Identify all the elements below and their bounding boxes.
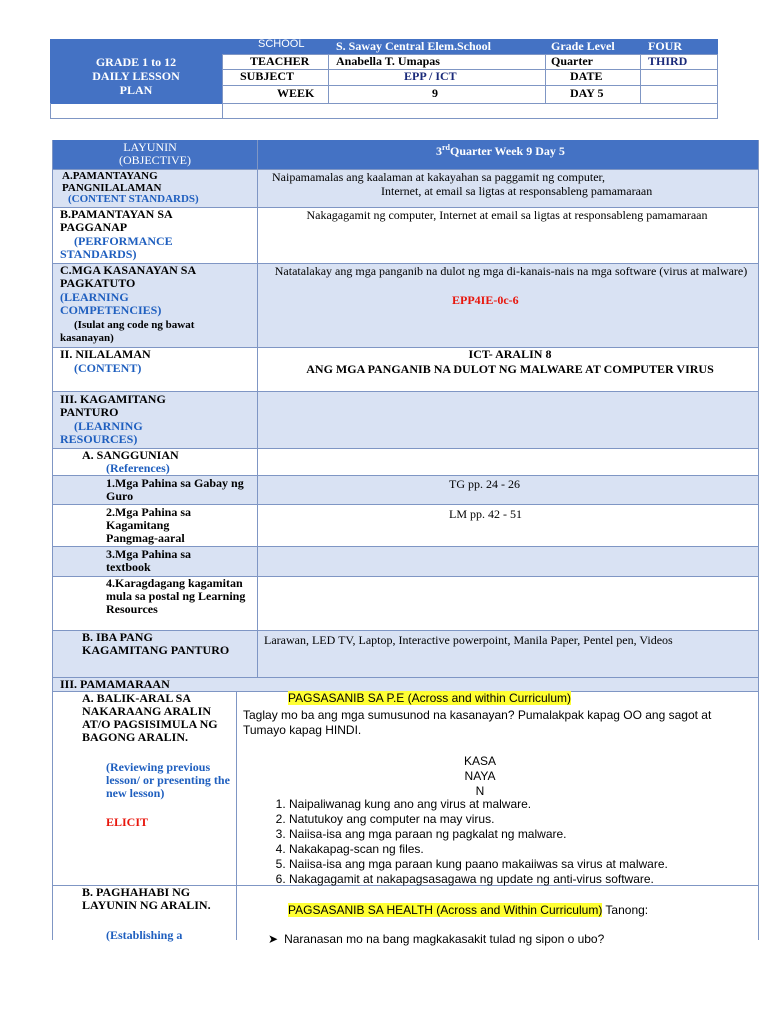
textbook-pages-label: 3.Mga Pahina sa textbook [106, 547, 192, 574]
learning-competencies-label: C.MGA KASANAYAN SA PAGKATUTO [60, 263, 196, 290]
skills-list [243, 797, 743, 887]
content-standards-sub: (CONTENT STANDARDS) [68, 193, 199, 205]
quarter-week-heading [436, 141, 565, 158]
list-item: 1. Naipaliwanag kung ano ang virus at malware. [289, 797, 743, 812]
list-item: 4. Nakakapag-scan ng files. [289, 842, 743, 857]
grade-label: Grade Level [551, 39, 615, 53]
question-text: Naranasan mo na bang magkakasakit tulad ng sipon o ubo? [284, 932, 605, 946]
tg-pages-value: TG pp. 24 - 26 [449, 477, 520, 491]
school-label: SCHOOL [258, 38, 305, 50]
grade-value: FOUR [648, 39, 682, 53]
review-sub: (Reviewing previous lesson/ or presenting the new lesson) [106, 760, 230, 800]
tanong-label: Tanong: [602, 903, 649, 917]
list-item: 3. Naiisa-isa ang mga paraan ng pagkalat ng malware. [289, 827, 743, 842]
quarter-value: THIRD [648, 54, 688, 68]
pe-integration-heading [288, 692, 571, 705]
review-intro: Taglay mo ba ang mga sumusunod na kasanayan? Pumalakpak kapag OO ang sagot at Tumayo kapag HINDI. [243, 708, 712, 737]
subject-label: SUBJECT [240, 69, 295, 83]
school-value: S. Saway Central Elem.School [336, 39, 492, 53]
lesson-title: ICT- ARALIN 8 [468, 347, 552, 361]
lesson-topic: ANG MGA PANGANIB NA DULOT NG MALWARE AT COMPUTER VIRUS [306, 362, 714, 376]
pe-heading-text: PAGSASANIB SA P.E (Across and within Curriculum) [288, 691, 571, 705]
kasa-line-1: KASA [463, 754, 496, 768]
teacher-label: TEACHER [250, 54, 310, 68]
learning-resources-sub: (LEARNING RESOURCES) [60, 419, 143, 446]
competency-code: EPP4IE-0c-6 [452, 293, 519, 307]
purpose-label: B. PAGHAHABI NG LAYUNIN NG ARALIN. [82, 885, 211, 912]
tg-pages-label: 1.Mga Pahina sa Gabay ng Guro [106, 476, 244, 503]
week-label: WEEK [277, 86, 315, 100]
title-line-2: DAILY LESSON [92, 69, 180, 83]
kasa-line-3: N [475, 784, 485, 798]
list-item: 5. Naiisa-isa ang mga paraan kung paano makaiiwas sa virus at malware. [289, 857, 743, 872]
purpose-sub: (Establishing a [106, 928, 183, 942]
quarter-number: 3 [436, 144, 442, 158]
objective-sub: (OBJECTIVE) [119, 153, 191, 167]
other-materials-label: B. IBA PANG KAGAMITANG PANTURO [82, 630, 230, 657]
content-standards-text-2: Internet, at email sa ligtas at responsableng pamamaraan [381, 184, 653, 198]
content-sub: (CONTENT) [74, 361, 142, 375]
learning-competencies-text: Natatalakay ang mga panganib na dulot ng mga di-kanais-nais na mga software (virus at malware) [274, 264, 748, 278]
learning-competencies-sub: (LEARNING COMPETENCIES) [60, 290, 162, 317]
week-value: 9 [432, 86, 438, 100]
lm-pages-value: LM pp. 42 - 51 [449, 507, 522, 521]
quarter-sup: rd [442, 143, 450, 152]
content-standards-label: A.PAMANTAYANG PANGNILALAMAN [62, 170, 162, 194]
review-label: A. BALIK-ARAL SA NAKARAANG ARALIN AT/O PAGSISIMULA NG BAGONG ARALIN. [82, 691, 218, 744]
subject-value: EPP / ICT [404, 69, 457, 83]
teacher-value: Anabella T. Umapas [336, 54, 440, 68]
title-line-3: PLAN [119, 83, 153, 97]
elicit-tag: ELICIT [106, 815, 149, 829]
list-item: 2. Natutukoy ang computer na may virus. [289, 812, 743, 827]
day-label: DAY 5 [570, 86, 604, 100]
other-materials-text: Larawan, LED TV, Laptop, Interactive powerpoint, Manila Paper, Pentel pen, Videos [264, 633, 673, 647]
content-label: II. NILALAMAN [60, 347, 151, 361]
objective-label: LAYUNIN [123, 140, 177, 154]
performance-standards-sub: (PERFORMANCE STANDARDS) [60, 234, 173, 261]
date-label: DATE [570, 69, 603, 83]
learning-competencies-note: (Isulat ang code ng bawat kasanayan) [60, 319, 195, 344]
quarter-heading-text: Quarter Week 9 Day 5 [450, 144, 565, 158]
learning-resources-label: III. KAGAMITANG PANTURO [60, 392, 166, 419]
procedure-label: III. PAMAMARAAN [60, 677, 170, 691]
quarter-label: Quarter [551, 54, 593, 68]
additional-materials-label: 4.Karagdagang kagamitan mula sa postal ng Learning Resources [106, 576, 246, 616]
references-label: A. SANGGUNIAN [82, 448, 179, 462]
arrow-bullet-icon: ➤ [268, 932, 279, 946]
performance-standards-text: Nakagagamit ng computer, Internet at email sa ligtas at responsableng pamamaraan [306, 208, 708, 222]
kasa-line-2: NAYA [464, 769, 496, 783]
references-sub: (References) [106, 461, 170, 475]
content-standards-text-1: Naipamamalas ang kaalaman at kakayahan sa paggamit ng computer, [272, 170, 606, 184]
plan-title [50, 39, 222, 104]
title-line-1: GRADE 1 to 12 [95, 55, 177, 69]
list-item: 6. Nakagagamit at nakapagsasagawa ng update ng anti-virus software. [289, 872, 743, 887]
kasa-label [445, 754, 515, 799]
health-heading-text: PAGSASANIB SA HEALTH (Across and Within Curriculum) [288, 903, 603, 917]
lm-pages-label: 2.Mga Pahina sa Kagamitang Pangmag-aaral [106, 505, 192, 545]
performance-standards-label: B.PAMANTAYAN SA PAGGANAP [60, 207, 173, 234]
question-item [268, 933, 604, 946]
health-integration-heading [243, 903, 723, 918]
